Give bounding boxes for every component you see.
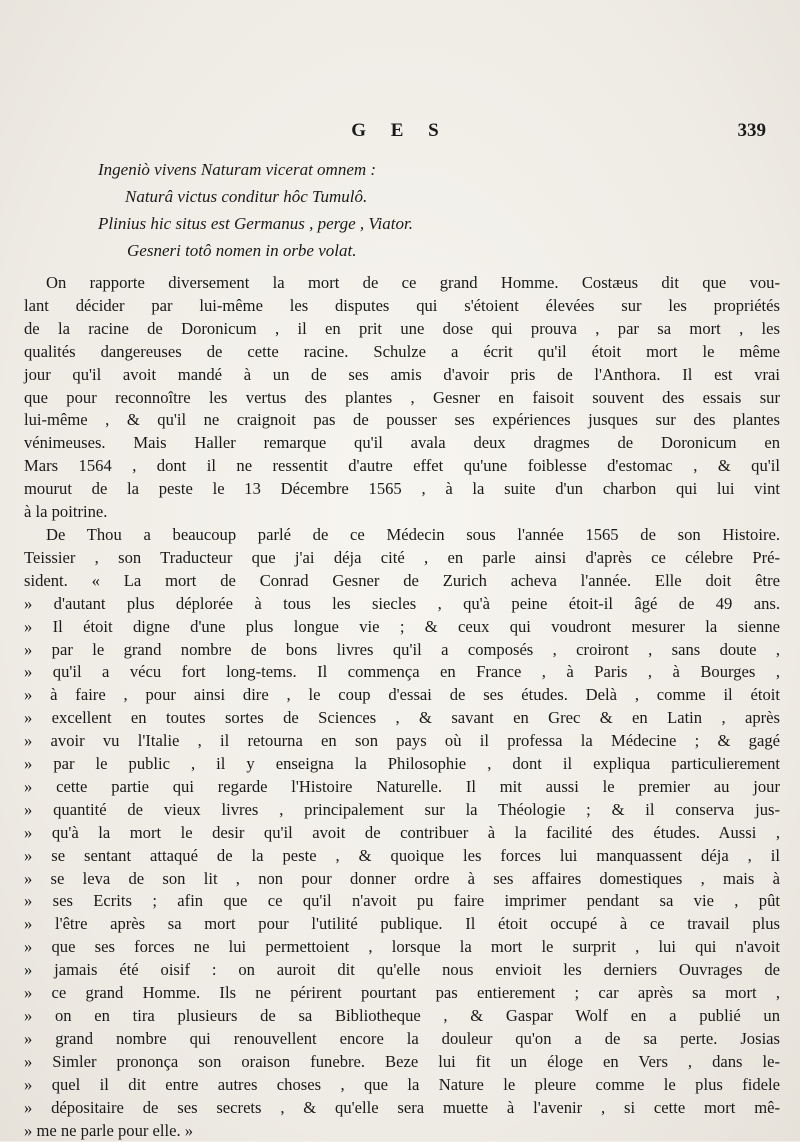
epitaph-verse xyxy=(96,156,656,264)
text-line: mourut de la peste le 13 Décembre 1565 , à la suite d'un charbon qui lui vint xyxy=(24,479,780,499)
text-line: » par le public , il y enseigna la Philosophie , dont il expliqua particulierement xyxy=(24,754,780,774)
text-line: qualités dangereuses de cette racine. Schulze a écrit qu'il étoit mort le même xyxy=(24,341,780,361)
text-line: » Il étoit digne d'une plus longue vie ; & ceux qui voudront mesurer la sienne xyxy=(24,616,780,636)
text-line: » se sentant attaqué de la peste , & quoique les forces lui manquassent déja , il xyxy=(24,845,780,865)
text-line: » me ne parle pour elle. » xyxy=(24,1120,194,1140)
body-text xyxy=(24,272,780,1142)
text-line: » avoir vu l'Italie , il retourna en son pays où il professa la Médecine ; & gagé xyxy=(24,731,780,751)
running-title: G E S xyxy=(351,120,449,141)
text-line: vénimeuses. Mais Haller remarque qu'il avala deux dragmes de Doronicum en xyxy=(24,433,780,453)
text-line: » d'autant plus déplorée à tous les siecles , qu'à peine étoit-il âgé de 49 ans. xyxy=(24,593,780,613)
text-line: » quel il dit entre autres choses , que la Nature le pleure comme le plus fidele xyxy=(24,1074,780,1094)
text-line: » dépositaire de ses secrets , & qu'elle sera muette à l'avenir , si cette mort mê- xyxy=(24,1097,780,1117)
text-line: » Simler prononça son oraison funebre. Beze lui fit un éloge en Vers , dans le- xyxy=(24,1051,780,1071)
text-line: De Thou a beaucoup parlé de ce Médecin sous l'année 1565 de son Histoire. xyxy=(46,524,780,544)
text-line: » grand nombre qui renouvellent encore la douleur qu'on a de sa perte. Josias xyxy=(24,1028,780,1048)
text-line: » à faire , pour ainsi dire , le coup d'essai de ses études. Delà , comme il étoit xyxy=(24,685,780,705)
text-line: » qu'il a vécu fort long-tems. Il commença en France , à Paris , à Bourges , xyxy=(24,662,780,682)
text-line: » excellent en toutes sortes de Sciences , & savant en Grec & en Latin , après xyxy=(24,708,780,728)
text-line: Mars 1564 , dont il ne ressentit d'autre effet qu'une foiblesse d'estomac , & qu'il xyxy=(24,456,780,476)
paragraph xyxy=(24,272,780,524)
text-line: » ses Ecrits ; afin que ce qu'il n'avoit pu faire imprimer pendant sa vie , pût xyxy=(24,891,780,911)
text-line: de la racine de Doronicum , il en prit une dose qui prouva , par sa mort , les xyxy=(24,318,780,338)
text-line: On rapporte diversement la mort de ce grand Homme. Costæus dit que vou- xyxy=(46,273,780,292)
epitaph-line: Gesneri totô nomen in orbe volat. xyxy=(127,241,357,260)
text-line: » se leva de son lit , non pour donner ordre à ses affaires domestiques , mais à xyxy=(24,868,780,888)
text-line: » jamais été oisif : on auroit dit qu'elle nous envioit les derniers Ouvrages de xyxy=(24,960,780,980)
text-line: lant décider par lui-même les disputes qui s'étoient élevées sur les propriétés xyxy=(24,295,780,315)
text-line: lui-même , & qu'il ne craignoit pas de pousser ses expériences jusques sur des plantes xyxy=(24,410,780,430)
text-line: » qu'à la mort le desir qu'il avoit de contribuer à la facilité des études. Aussi , xyxy=(24,822,780,842)
text-line: » par le grand nombre de bons livres qu'il a composés , croiront , sans doute , xyxy=(24,639,780,659)
page-number: 339 xyxy=(737,120,766,141)
text-line: » l'être après sa mort pour l'utilité publique. Il étoit occupé à ce travail plus xyxy=(24,914,780,934)
text-line: Teissier , son Traducteur que j'ai déja cité , en parle ainsi d'après ce célebre Pré- xyxy=(24,547,780,567)
text-line: » cette partie qui regarde l'Histoire Naturelle. Il mit aussi le premier au jour xyxy=(24,776,780,796)
text-line: jour qu'il avoit mandé à un de ses amis d'avoir pris de l'Anthora. Il est vrai xyxy=(24,364,780,384)
text-line: » on en tira plusieurs de sa Bibliotheque , & Gaspar Wolf en a publié un xyxy=(24,1006,780,1025)
text-line: » quantité de vieux livres , principalement sur la Théologie ; & il conserva jus- xyxy=(24,799,780,819)
epitaph-line: Naturâ victus conditur hôc Tumulô. xyxy=(125,187,368,206)
text-line: sident. « La mort de Conrad Gesner de Zurich acheva l'année. Elle doit être xyxy=(24,570,780,590)
epitaph-line: Ingeniò vivens Naturam vicerat omnem : xyxy=(98,160,377,179)
paragraph xyxy=(24,524,780,1142)
text-line: que pour reconnoître les vertus des plantes , Gesner en faisoit souvent des essais sur xyxy=(24,387,780,407)
text-line: » que ses forces ne lui permettoient , lorsque la mort le surprit , lui qui n'avoit xyxy=(24,937,780,957)
epitaph-line: Plinius hic situs est Germanus , perge , Viator. xyxy=(98,214,413,233)
running-head xyxy=(0,120,800,144)
text-line: » ce grand Homme. Ils ne périrent pourtant pas entierement ; car après sa mort , xyxy=(24,983,780,1003)
text-line: à la poitrine. xyxy=(24,502,108,522)
